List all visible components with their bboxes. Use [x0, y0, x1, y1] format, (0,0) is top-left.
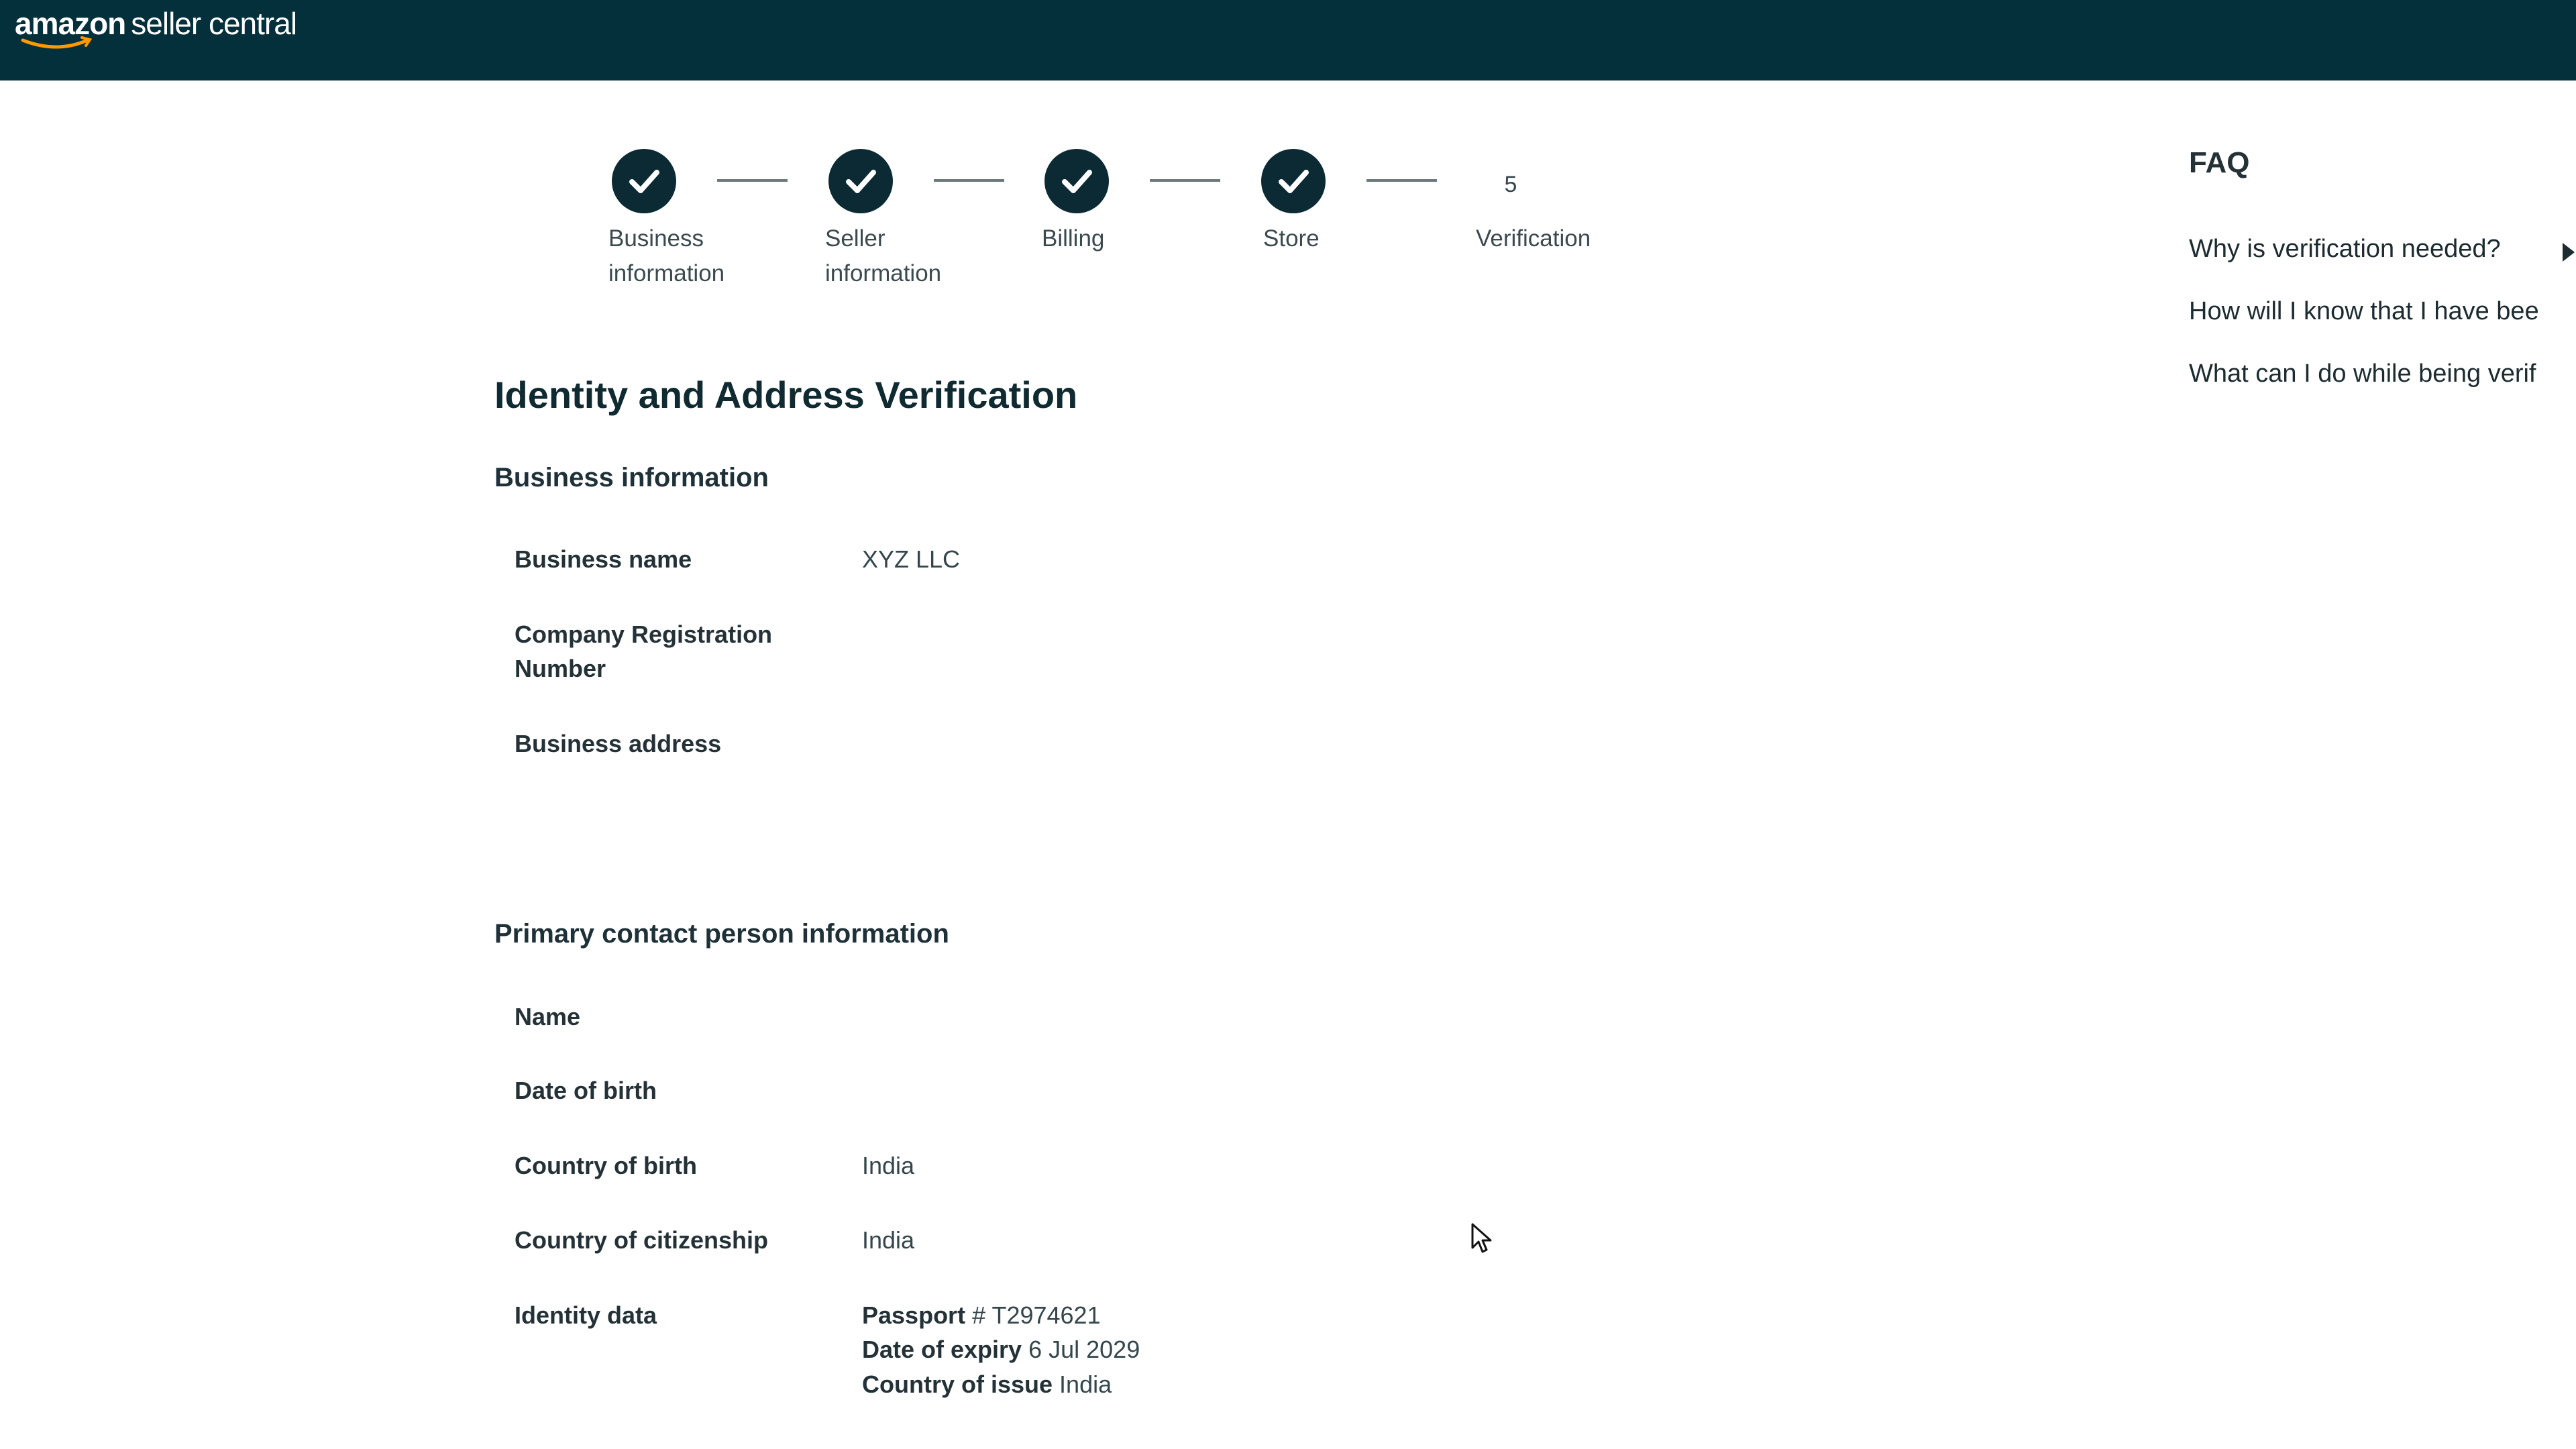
country-of-issue-value: India [1059, 1371, 1112, 1398]
business-information-heading: Business information [494, 463, 769, 492]
country-of-issue-label: Country of issue [862, 1371, 1053, 1398]
passport-label: Passport [862, 1301, 966, 1329]
passport-row [862, 1298, 1101, 1332]
step-connector [1150, 179, 1220, 182]
logo-product: seller central [131, 6, 297, 41]
expiry-date: 6 Jul 2029 [1028, 1336, 1140, 1363]
page-title: Identity and Address Verification [494, 374, 1078, 416]
step-connector [1366, 179, 1437, 182]
business-name-value: XYZ LLC [862, 545, 961, 573]
step-3-complete-icon [1044, 149, 1109, 213]
step-2-label[interactable]: Seller information [825, 225, 942, 286]
step-2-complete-icon [828, 149, 893, 213]
step-4-complete-icon [1261, 149, 1326, 213]
country-of-issue-row [862, 1367, 1112, 1401]
passport-number: # T2974621 [972, 1301, 1101, 1329]
country-of-birth-value: India [862, 1152, 915, 1179]
primary-contact-heading: Primary contact person information [494, 919, 949, 949]
identity-data-label: Identity data [515, 1301, 657, 1329]
step-1-label[interactable]: Business information [608, 225, 725, 286]
faq-item-why-verification[interactable]: Why is verification needed? [2189, 235, 2501, 263]
logo-brand: amazon [15, 6, 126, 41]
expand-arrow-icon[interactable] [2561, 241, 2576, 263]
step-5-number: 5 [1504, 172, 1517, 197]
faq-item-what-can-i-do[interactable]: What can I do while being verif [2189, 360, 2536, 388]
business-address-label: Business address [515, 730, 722, 757]
step-connector [934, 179, 1004, 182]
step-connector [717, 179, 788, 182]
expiry-row [862, 1332, 1140, 1366]
business-name-label: Business name [515, 545, 692, 573]
step-3-label[interactable]: Billing [1042, 225, 1105, 252]
company-registration-number-label: Company Registration Number [515, 621, 773, 682]
step-4-label[interactable]: Store [1263, 225, 1320, 252]
country-of-citizenship-value: India [862, 1226, 915, 1254]
step-5-label[interactable]: Verification [1476, 225, 1591, 252]
step-1-complete-icon [612, 149, 676, 213]
contact-name-label: Name [515, 1003, 581, 1030]
faq-heading: FAQ [2189, 146, 2250, 179]
country-of-birth-label: Country of birth [515, 1152, 697, 1179]
expiry-label: Date of expiry [862, 1336, 1022, 1363]
country-of-citizenship-label: Country of citizenship [515, 1226, 768, 1254]
mouse-cursor-icon [1470, 1222, 1493, 1254]
faq-item-how-will-i-know[interactable]: How will I know that I have bee [2189, 297, 2539, 325]
date-of-birth-label: Date of birth [515, 1077, 657, 1104]
